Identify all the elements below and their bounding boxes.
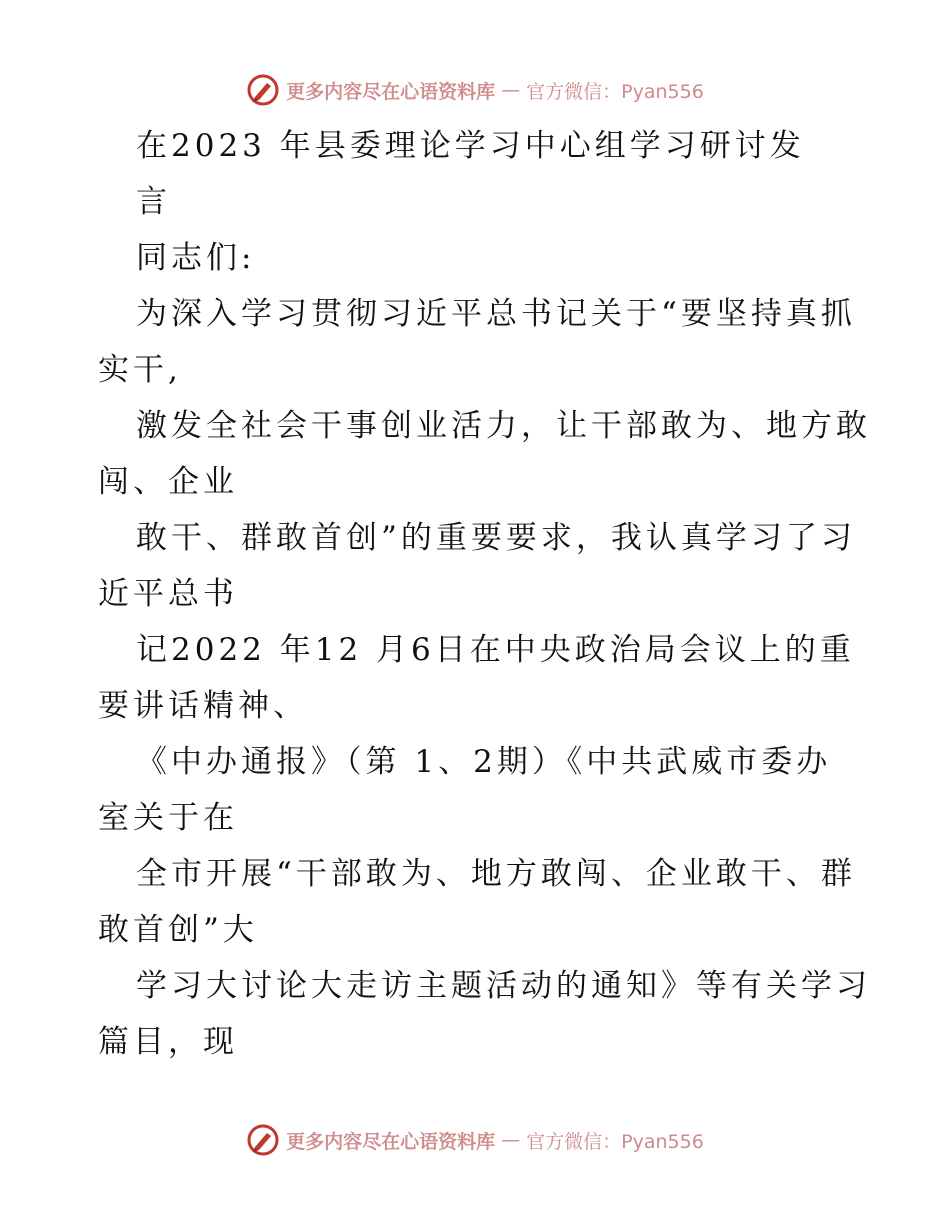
header-watermark: [0, 70, 950, 110]
doc-paragraph-line: 记2022 年12 月6日在中央政治局会议上的重: [136, 632, 855, 668]
doc-paragraph-line: 为深入学习贯彻习近平总书记关于“要坚持真抓: [136, 296, 856, 332]
document-body: [0, 118, 950, 1070]
doc-paragraph-line: 近平总书: [98, 576, 238, 612]
watermark-dash: —: [501, 1129, 521, 1151]
watermark-dash: —: [501, 79, 521, 101]
doc-paragraph-line: 学习大讨论大走访主题活动的通知》等有关学习: [136, 968, 871, 1004]
pen-logo-icon: [246, 1123, 280, 1157]
doc-salutation: 同志们:: [136, 240, 256, 276]
doc-paragraph-line: 要讲话精神、: [98, 688, 308, 724]
doc-paragraph-line: 激发全社会干事创业活力，让干部敢为、地方敢: [136, 408, 871, 444]
footer-watermark: [0, 1120, 950, 1160]
doc-paragraph-line: 全市开展“干部敢为、地方敢闯、企业敢干、群: [136, 856, 856, 892]
watermark-main-text: 更多内容尽在心语资料库: [286, 1130, 496, 1153]
doc-title-line: 言: [136, 184, 171, 220]
doc-paragraph-line: 闯、企业: [98, 464, 238, 500]
pen-logo-icon: [246, 73, 280, 107]
doc-paragraph-line: 敢首创”大: [98, 912, 258, 948]
doc-paragraph-line: 篇目，现: [98, 1024, 238, 1060]
doc-paragraph-line: 《中办通报》（第 1、2期）《中共武威市委办: [136, 744, 832, 780]
doc-paragraph-line: 室关于在: [98, 800, 238, 836]
doc-paragraph-line: 实干,: [98, 352, 182, 388]
watermark-main-text: 更多内容尽在心语资料库: [286, 80, 496, 103]
doc-title-line: 在2023 年县委理论学习中心组学习研讨发: [136, 128, 805, 164]
watermark-wechat-text: 官方微信：Pyan556: [526, 80, 704, 103]
watermark-wechat-text: 官方微信：Pyan556: [526, 1130, 704, 1153]
doc-paragraph-line: 敢干、群敢首创”的重要要求，我认真学习了习: [136, 520, 856, 556]
